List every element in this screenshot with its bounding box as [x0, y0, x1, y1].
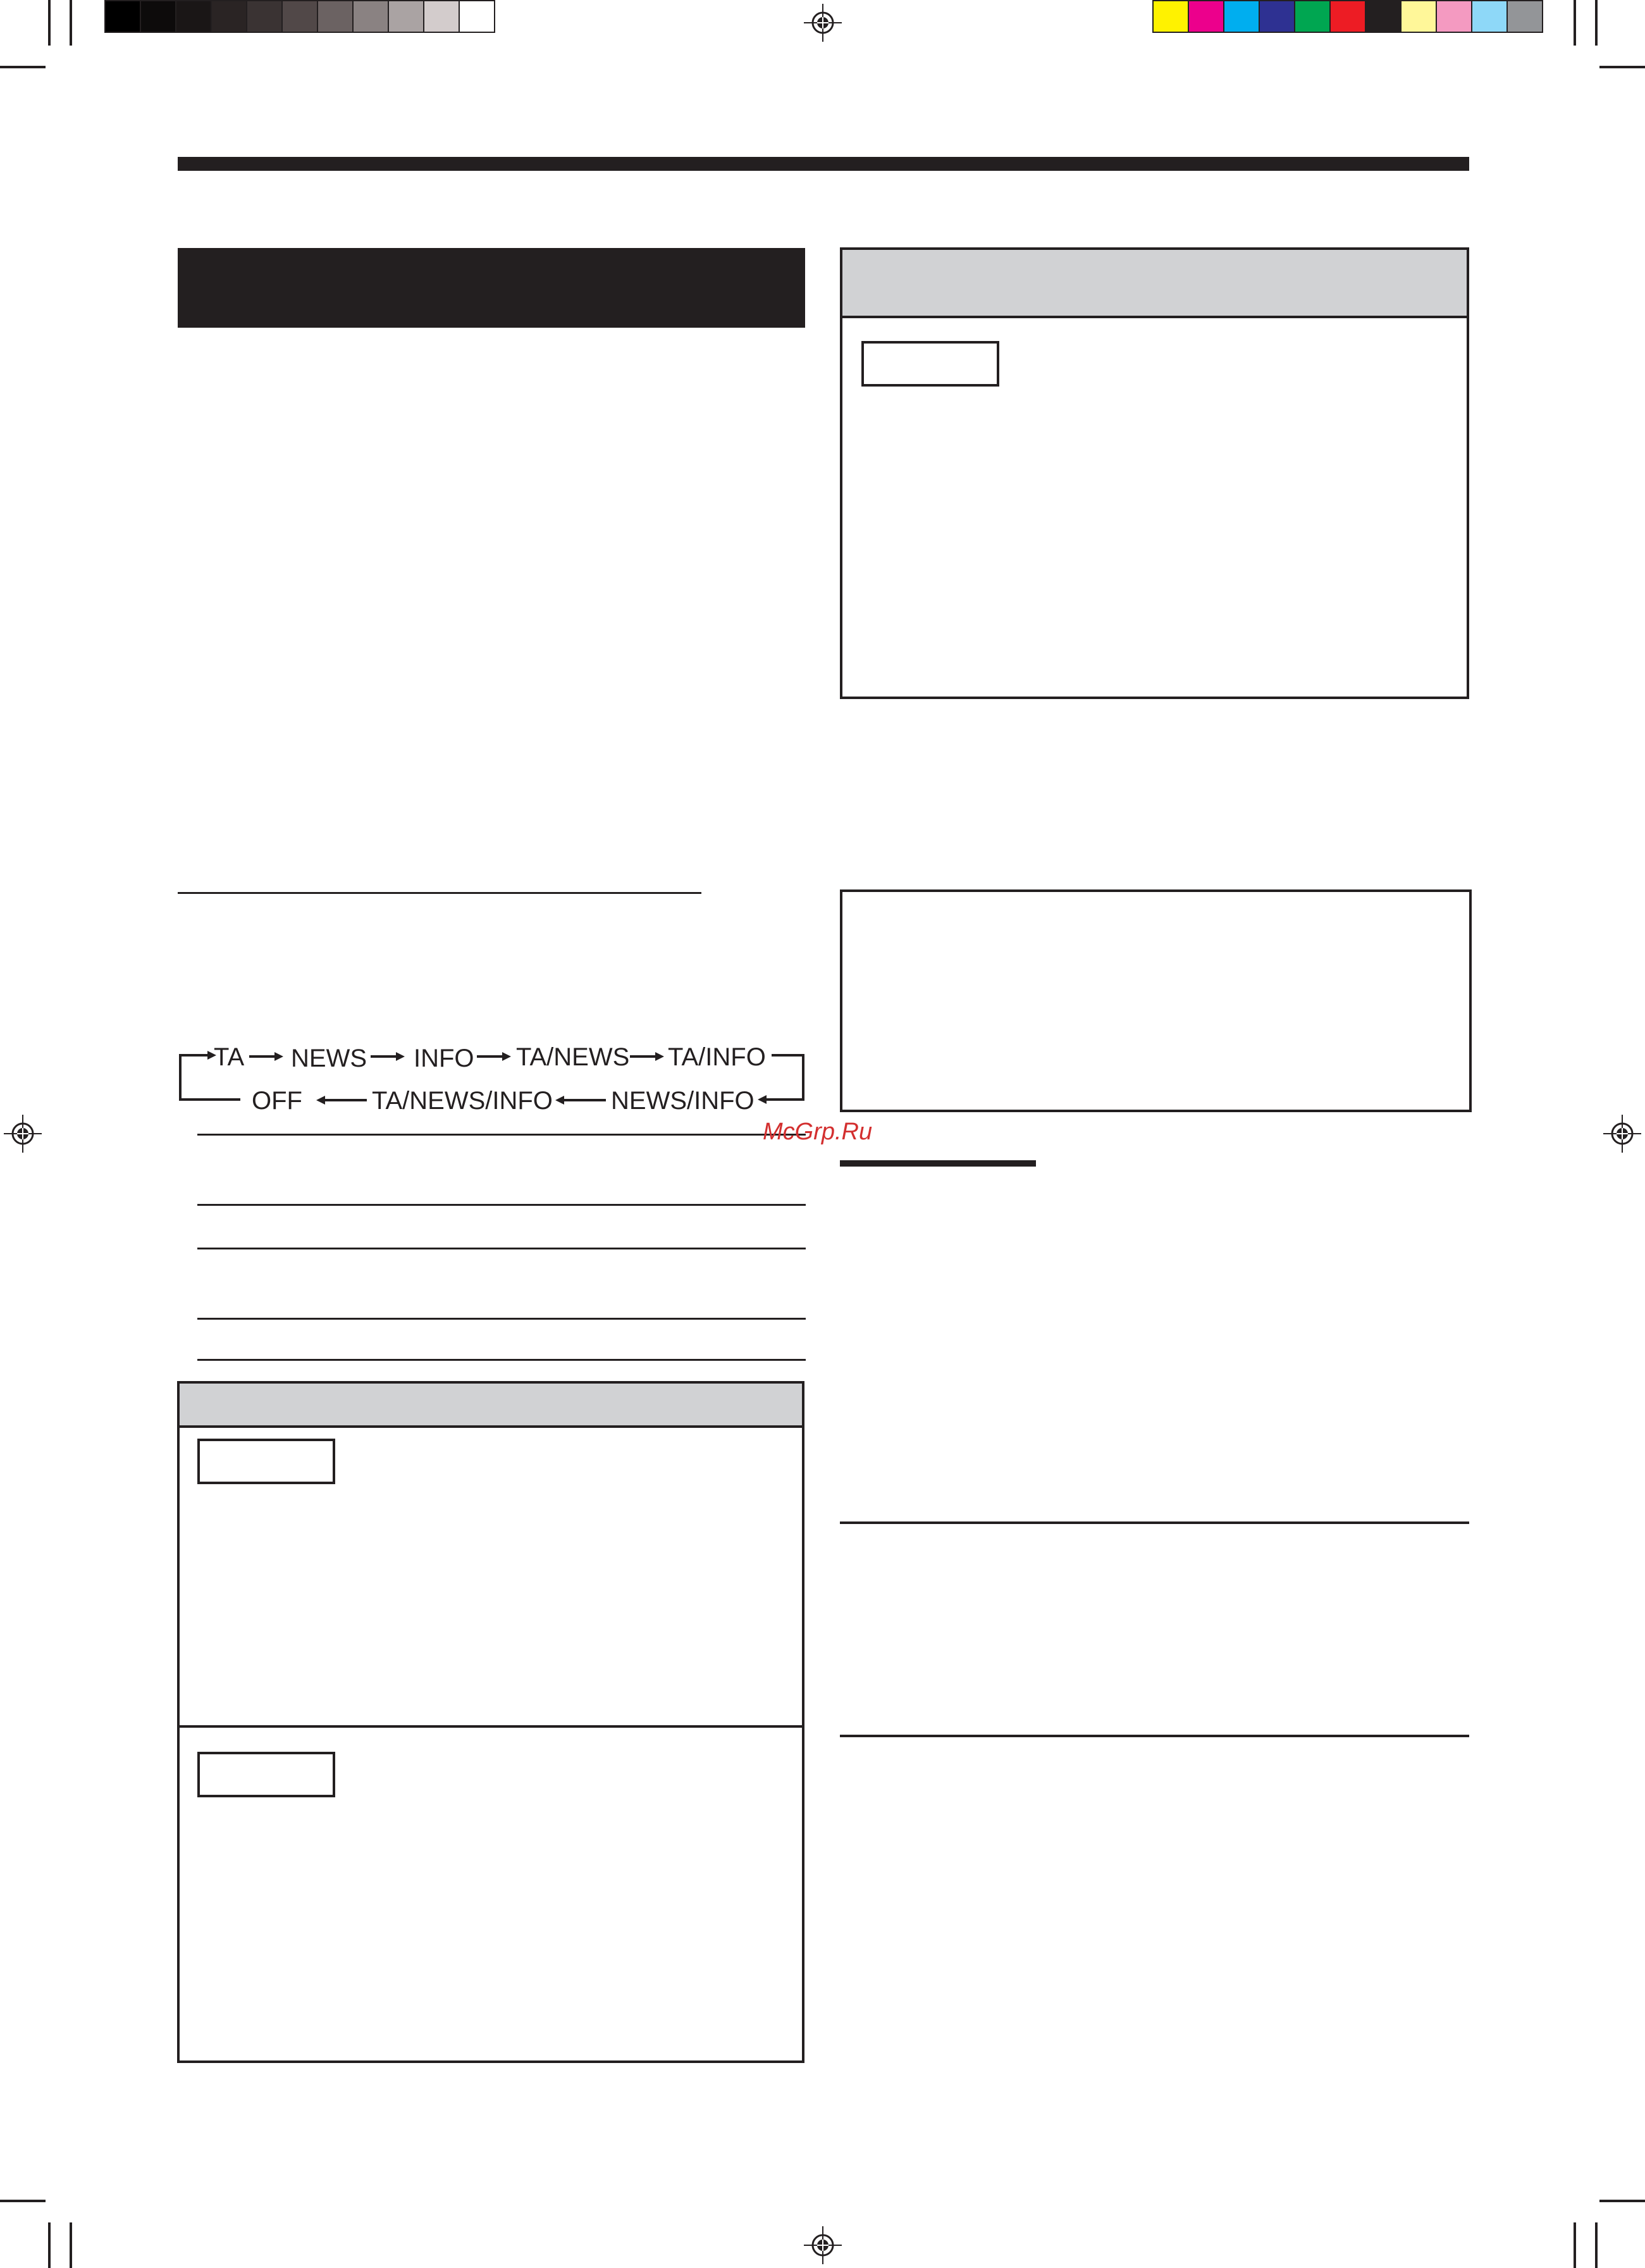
subsection-rule [178, 892, 701, 894]
section-rule [840, 1735, 1469, 1737]
color-swatch [1329, 0, 1366, 33]
mode-ta-info: TA/INFO [668, 1043, 766, 1071]
color-swatch [1152, 0, 1189, 33]
color-swatch [1400, 0, 1437, 33]
color-swatch [211, 0, 247, 33]
section-title-block [178, 248, 805, 328]
arrow-right-icon [477, 1050, 511, 1063]
arrow-right-icon [249, 1050, 283, 1063]
note-label-tag [197, 1752, 335, 1797]
note-box-right-header [842, 250, 1467, 318]
color-swatch [1188, 0, 1224, 33]
color-swatch [388, 0, 424, 33]
color-swatch [1259, 0, 1295, 33]
mode-ta-news: TA/NEWS [516, 1043, 630, 1071]
color-swatch [246, 0, 283, 33]
color-swatch [1506, 0, 1543, 33]
color-swatch [140, 0, 176, 33]
color-swatch [459, 0, 495, 33]
mode-ta: TA [214, 1043, 245, 1071]
note-label-tag [861, 341, 999, 387]
color-swatch [317, 0, 354, 33]
registration-mark-bottom-icon [804, 2226, 842, 2264]
color-swatch [1294, 0, 1331, 33]
color-swatch [175, 0, 212, 33]
note-label-tag [197, 1439, 335, 1484]
display-panel-box [840, 889, 1472, 1112]
registration-mark-right-icon [1603, 1115, 1641, 1153]
color-swatch [1223, 0, 1260, 33]
mode-news: NEWS [291, 1044, 367, 1072]
arrow-left-icon [316, 1094, 367, 1106]
page-header-bar [178, 157, 1469, 171]
arrow-right-icon [371, 1050, 405, 1063]
color-swatch [1471, 0, 1508, 33]
subheading-bar [840, 1160, 1036, 1167]
note-box-divider [180, 1725, 802, 1728]
mode-ta-news-info: TA/NEWS/INFO [372, 1087, 553, 1115]
color-swatch [281, 0, 318, 33]
registration-mark-left-icon [4, 1115, 42, 1153]
arrow-left-icon [555, 1094, 606, 1106]
registration-mark-top-icon [804, 4, 842, 42]
section-rule [840, 1521, 1469, 1524]
note-box-right-top [840, 247, 1469, 699]
arrow-right-icon [630, 1050, 664, 1063]
mode-news-info: NEWS/INFO [611, 1087, 755, 1115]
mode-info: INFO [414, 1044, 474, 1072]
color-swatch [104, 0, 141, 33]
color-swatch [423, 0, 460, 33]
color-swatch [352, 0, 389, 33]
note-box-left-header [180, 1384, 802, 1428]
color-swatch [1365, 0, 1402, 33]
mode-off: OFF [252, 1087, 302, 1115]
watermark-text: McGrp.Ru [763, 1119, 873, 1145]
color-swatch [1436, 0, 1472, 33]
